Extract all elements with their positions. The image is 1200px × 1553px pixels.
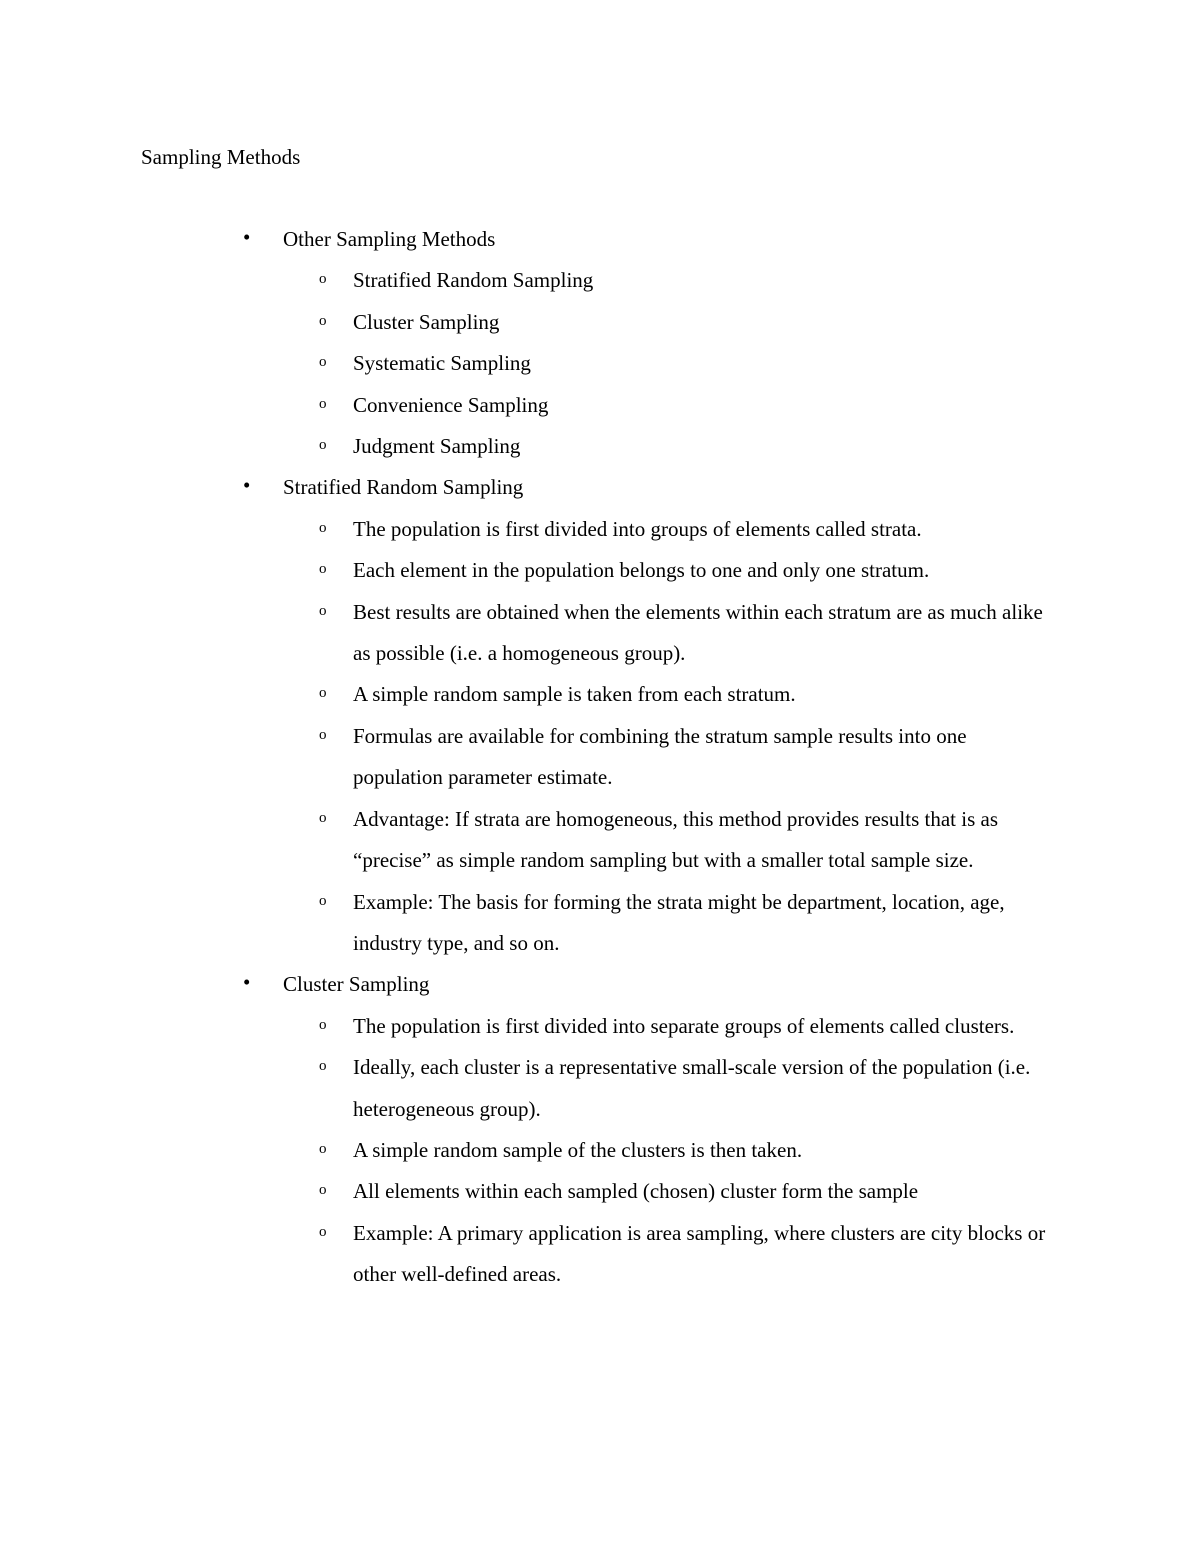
list-item-text: The population is first divided into groups of elements called strata. (353, 516, 922, 541)
list-item-text: Cluster Sampling (353, 309, 500, 334)
circle-bullet-icon: o (319, 1140, 327, 1157)
section-other-sampling-methods (0, 219, 1200, 467)
circle-bullet-icon: o (319, 1016, 327, 1033)
circle-bullet-icon: o (319, 437, 327, 454)
list-item-text: Ideally, each cluster is a representative small-scale version of the population (i.e. heterogeneous group). (353, 1055, 1031, 1121)
list-item (0, 674, 1053, 715)
list-item-text: Each element in the population belongs to one and only one stratum. (353, 558, 930, 583)
circle-bullet-icon: o (319, 809, 327, 826)
section-heading: Cluster Sampling (283, 972, 430, 997)
section-heading: Stratified Random Sampling (283, 475, 524, 500)
sub-list (283, 509, 1200, 964)
circle-bullet-icon: o (319, 395, 327, 412)
list-item-text: Best results are obtained when the elements within each stratum are as much alike as possible (i.e. a homogeneous group). (353, 599, 1043, 666)
bullet-icon: • (243, 970, 251, 995)
list-item (0, 1006, 1053, 1047)
outline-list (0, 219, 1200, 1296)
document-title: Sampling Methods (141, 145, 301, 169)
circle-bullet-icon: o (319, 602, 327, 619)
list-item (0, 882, 1053, 965)
list-item (0, 426, 1053, 467)
list-item-text: Example: The basis for forming the strata might be department, location, age, industry type, and so on. (353, 889, 1005, 955)
list-item-text: Advantage: If strata are homogeneous, this method provides results that is as “precise” as simple random sampling but with a smaller total sample size. (353, 806, 999, 873)
circle-bullet-icon: o (319, 561, 327, 578)
circle-bullet-icon: o (319, 519, 327, 536)
list-item-text: Convenience Sampling (353, 392, 549, 417)
list-item (0, 260, 1053, 301)
bullet-icon: • (243, 473, 251, 498)
list-item (0, 592, 1053, 675)
list-item (0, 799, 1053, 882)
section-stratified-random-sampling (0, 467, 1200, 964)
sub-list (283, 1006, 1200, 1296)
list-item-text: Judgment Sampling (353, 434, 521, 459)
list-item (0, 302, 1053, 343)
list-item (0, 509, 1053, 550)
list-item (0, 1130, 1053, 1171)
list-item-text: All elements within each sampled (chosen) cluster form the sample (353, 1179, 919, 1204)
list-item-text: Stratified Random Sampling (353, 268, 594, 293)
circle-bullet-icon: o (319, 892, 327, 909)
list-item (0, 1171, 1053, 1212)
circle-bullet-icon: o (319, 354, 327, 371)
circle-bullet-icon: o (319, 1058, 327, 1075)
list-item (0, 550, 1053, 591)
list-item-text: The population is first divided into separate groups of elements called clusters. (353, 1013, 1015, 1038)
circle-bullet-icon: o (319, 726, 327, 743)
list-item (0, 343, 1053, 384)
bullet-icon: • (243, 225, 251, 249)
list-item (0, 1213, 1053, 1296)
list-item (0, 385, 1053, 426)
circle-bullet-icon: o (319, 1182, 327, 1199)
list-item-text: Systematic Sampling (353, 351, 531, 376)
list-item-text: A simple random sample of the clusters is then taken. (353, 1137, 803, 1162)
list-item-text: A simple random sample is taken from each stratum. (353, 682, 796, 707)
circle-bullet-icon: o (319, 1223, 327, 1240)
circle-bullet-icon: o (319, 271, 327, 288)
section-cluster-sampling (0, 964, 1200, 1295)
circle-bullet-icon: o (319, 312, 327, 329)
list-item-text: Example: A primary application is area sampling, where clusters are city blocks or other well-defined areas. (353, 1220, 1046, 1287)
list-item (0, 716, 1053, 799)
sub-list (283, 260, 1200, 467)
list-item-text: Formulas are available for combining the stratum sample results into one population parameter estimate. (353, 723, 967, 790)
circle-bullet-icon: o (319, 685, 327, 702)
list-item (0, 1047, 1053, 1130)
section-heading: Other Sampling Methods (283, 227, 496, 251)
